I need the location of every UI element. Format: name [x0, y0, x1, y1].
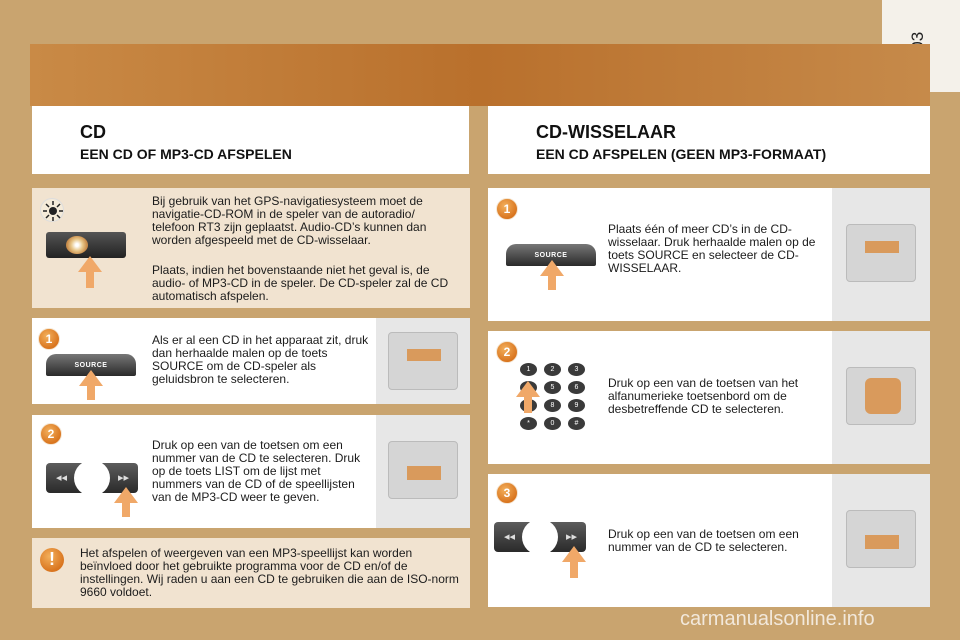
source-highlight	[407, 349, 441, 361]
left-step-1-text: Als er al een CD in het apparaat zit, druk dan herhaalde malen op de toets SOURCE om de CD-speler als geluidsbron te selecteren.	[152, 333, 369, 386]
step-number-badge: 1	[496, 198, 518, 220]
radio-thumbnail	[832, 331, 930, 464]
arrow-up-icon	[78, 256, 102, 272]
arrow-stem	[87, 384, 95, 400]
warning-text: Het afspelen of weergeven van een MP3-speellijst kan worden beïnvloed door het gebruikte programma voor de CD en/of de instellingen. Wij raden u aan een CD te gebruiken die aan de ISO-norm 9660 voldoet.	[80, 546, 459, 599]
right-step-3-panel	[488, 474, 930, 607]
step-number-badge: 1	[38, 328, 60, 350]
right-section-title: CD-WISSELAAR	[536, 122, 676, 142]
arrow-stem	[86, 270, 94, 288]
step-number-badge: 2	[40, 423, 62, 445]
keypad-key: 1	[520, 363, 537, 376]
right-step-2-text: Druk op een van de toetsen van het alfanumerieke toetsenbord om de desbetreffende CD te selecteren.	[608, 376, 799, 416]
source-button: SOURCE	[506, 244, 596, 266]
keypad-highlight	[865, 378, 901, 414]
keypad-key: #	[568, 417, 585, 430]
keypad-key: 2	[544, 363, 561, 376]
cd-radio-unit-image	[46, 232, 126, 258]
mini-radio-image	[846, 224, 916, 282]
step-number-badge: 3	[496, 482, 518, 504]
rewind-icon: ◂◂	[56, 472, 68, 484]
keypad-key: 5	[544, 381, 561, 394]
arrow-stem	[548, 274, 556, 290]
cd-disc-icon	[66, 236, 88, 254]
right-step-1-panel	[488, 188, 930, 321]
source-highlight	[865, 241, 899, 253]
warning-icon: !	[40, 548, 64, 572]
left-section-title: CD	[80, 122, 106, 142]
keypad-key: 6	[568, 381, 585, 394]
right-step-1-text: Plaats één of meer CD’s in de CD-wisselaar. Druk herhaalde malen op de toets SOURCE en selecteer de CD-WISSELAAR.	[608, 222, 816, 275]
rewind-icon: ◂◂	[504, 531, 516, 543]
keypad-key: *	[520, 417, 537, 430]
left-section-header	[32, 106, 469, 174]
radio-thumbnail	[832, 474, 930, 607]
left-step-2-text: Druk op een van de toetsen om een nummer van de CD te selecteren. Druk op de toets LIST om de lijst met nummers van de CD of de speellijsten van de MP3-CD weer te geven.	[152, 438, 361, 504]
mini-radio-image	[846, 367, 916, 425]
right-step-3-text: Druk op een van de toetsen om een nummer van de CD te selecteren.	[608, 527, 799, 554]
arrow-up-icon	[79, 370, 103, 386]
sun-icon	[40, 198, 64, 222]
arrow-up-icon	[516, 381, 540, 397]
arrow-stem	[570, 560, 578, 578]
radio-thumbnail	[376, 415, 470, 528]
left-step-2-panel	[32, 415, 470, 528]
left-section-subtitle: EEN CD OF MP3-CD AFSPELEN	[80, 146, 292, 162]
keypad-key: 3	[568, 363, 585, 376]
fast-forward-icon: ▸▸	[118, 472, 130, 484]
info-paragraph-2: Plaats, indien het bovenstaande niet het geval is, de audio- of MP3-CD in de speler. De CD-speler zal de CD automatisch afspelen.	[152, 263, 449, 303]
left-step-1-panel	[32, 318, 470, 404]
keypad-key: 0	[544, 417, 561, 430]
seek-knob	[74, 460, 110, 496]
header-band	[30, 44, 930, 106]
mini-radio-image	[846, 510, 916, 568]
arrow-up-icon	[562, 546, 586, 562]
arrow-stem	[524, 395, 532, 413]
radio-thumbnail	[832, 188, 930, 321]
keypad-key: 8	[544, 399, 561, 412]
seek-highlight	[407, 466, 441, 480]
right-section-subtitle: EEN CD AFSPELEN (GEEN MP3-FORMAAT)	[536, 146, 827, 162]
right-section-header	[488, 106, 930, 174]
fast-forward-icon: ▸▸	[566, 531, 578, 543]
warning-panel	[32, 538, 470, 608]
keypad-key: 9	[568, 399, 585, 412]
radio-thumbnail	[376, 318, 470, 404]
seek-knob	[522, 519, 558, 555]
source-button: SOURCE	[46, 354, 136, 376]
keypad-key: 4	[520, 381, 537, 394]
arrow-up-icon	[540, 260, 564, 276]
info-panel	[32, 188, 470, 308]
step-number-badge: 2	[496, 341, 518, 363]
mini-radio-image	[388, 332, 458, 390]
arrow-up-icon	[114, 487, 138, 503]
arrow-stem	[122, 501, 130, 517]
seek-highlight	[865, 535, 899, 549]
right-step-2-panel	[488, 331, 930, 464]
info-paragraph-1: Bij gebruik van het GPS-navigatiesysteem moet de navigatie-CD-ROM in de speler van de autoradio/ telefoon RT3 zijn geplaatst. Audio-CD’s kunnen dan worden afgespeeld met de CD-wisselaar.	[152, 194, 427, 247]
mini-radio-image	[388, 441, 458, 499]
watermark: carmanualsonline.info	[680, 608, 875, 630]
